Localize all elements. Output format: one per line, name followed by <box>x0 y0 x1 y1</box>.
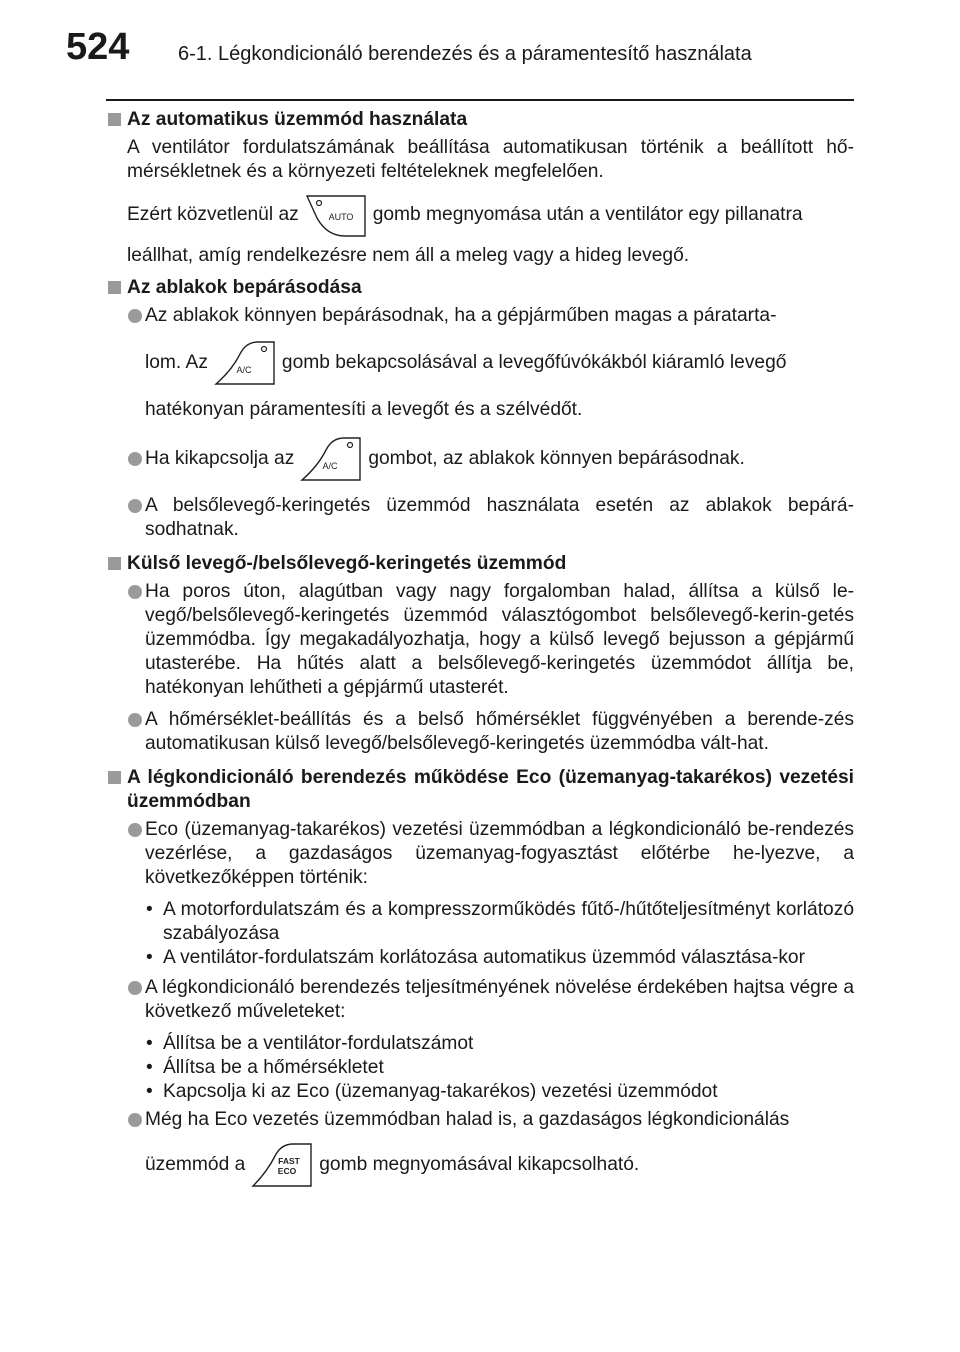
recirculation-bullet-2: A hőmérséklet-beállítás és a belső hőmérséklet függvényében a berende-zés automatikusan külső levegő/belsőlevegő-keringetés üzemmódba vált-hat. <box>106 708 854 756</box>
auto-mode-paragraph: A ventilátor fordulatszámának beállítása automatikusan történik a beállított hő-mérsékletnek és a környezeti feltételeknek megfelelően. <box>127 137 854 182</box>
svg-text:ECO: ECO <box>278 1166 297 1176</box>
auto-mode-paragraph-end: leállhat, amíg rendelkezésre nem áll a meleg vagy a hideg levegő. <box>127 245 690 266</box>
fogging-bullet-1: Az ablakok könnyen bepárásodnak, ha a gépjárműben magas a páratarta- lom. Az A/C gomb bekapcsolásával a levegőfúvókákból kiáramló levegő hatékonyan páramentesíti a levegőt és a szélvédőt. <box>106 304 854 422</box>
list-item: • A ventilátor-fordulatszám korlátozása automatikus üzemmód választása-kor <box>146 947 805 968</box>
bullet-dot-icon <box>128 981 142 995</box>
section-square-icon <box>108 557 121 570</box>
bullet-dot-icon <box>128 309 142 323</box>
fogging-bullet-2: Ha kikapcsolja az A/C gombot, az ablakok könnyen bepárásodnak. <box>106 436 854 482</box>
ac-button-icon <box>214 340 276 386</box>
header-divider <box>106 99 854 101</box>
bullet-dot-icon <box>128 452 142 466</box>
list-item: • A motorfordulatszám és a kompresszorműködés fűtő-/hűtőteljesítményt korlátozó szabályozása <box>146 899 854 944</box>
page-content <box>106 108 854 1188</box>
ac-button-icon <box>300 436 362 482</box>
chapter-title: 6-1. Légkondicionáló berendezés és a páramentesítő használata <box>178 43 752 65</box>
list-item: • Állítsa be a hőmérsékletet <box>146 1057 384 1078</box>
section-square-icon <box>108 771 121 784</box>
fogging-bullet-3: A belsőlevegő-keringetés üzemmód használata esetén az ablakok bepárá-sodhatnak. <box>106 494 854 542</box>
svg-text:A/C: A/C <box>322 461 338 471</box>
eco-bullet-1: Eco (üzemanyag-takarékos) vezetési üzemmódban a légkondicionáló be-rendezés vezérlése, a gazdaságos üzemanyag-fogyasztást előtérbe he-lyezve, a következőképpen történik: <box>106 818 854 890</box>
auto-mode-button-paragraph: Ezért közvetlenül az AUTO gomb megnyomása után a ventilátor egy pillanatra <box>106 192 854 238</box>
section-square-icon <box>108 281 121 294</box>
bullet-dot-icon <box>128 1113 142 1127</box>
section-heading-recirculation: Külső levegő-/belsőlevegő-keringetés üzemmód <box>106 552 854 576</box>
bullet-dot-icon <box>128 713 142 727</box>
eco-bullet-3: Még ha Eco vezetés üzemmódban halad is, a gazdaságos légkondicionálás üzemmód a FAST ECO gomb megnyomásával kikapcsolható. <box>106 1108 854 1188</box>
eco-bullet-2: A légkondicionáló berendezés teljesítményének növelése érdekében hajtsa végre a következő műveleteket: <box>106 976 854 1024</box>
svg-text:AUTO: AUTO <box>328 212 354 222</box>
page-number: 524 <box>66 26 130 68</box>
bullet-dot-icon <box>128 823 142 837</box>
list-item: • Állítsa be a ventilátor-fordulatszámot <box>146 1033 474 1054</box>
svg-text:A/C: A/C <box>236 365 252 375</box>
bullet-dot-icon <box>128 585 142 599</box>
section-heading-window-fogging: Az ablakok bepárásodása <box>106 276 854 300</box>
section-heading-eco-mode: A légkondicionáló berendezés működése Eco (üzemanyag-takarékos) vezetési üzemmódban <box>106 766 854 814</box>
auto-button-icon <box>305 192 367 238</box>
section-square-icon <box>108 113 121 126</box>
list-item: • Kapcsolja ki az Eco (üzemanyag-takarékos) vezetési üzemmódot <box>146 1081 718 1102</box>
bullet-dot-icon <box>128 499 142 513</box>
recirculation-bullet-1: Ha poros úton, alagútban vagy nagy forgalomban halad, állítsa a külső le-vegő/belsőlevegő-keringetés üzemmód választógombot belsőlevegő-kerin-getés üzemmódba. Így megakadályozhatja, hogy a külső levegő bejusson a gépjármű utasterébe. Ha hűtés alatt a belsőlevegő-keringetés üzemmódot állítja be, hatékonyan lehűtheti a gépjármű utasterét. <box>106 580 854 700</box>
section-heading-auto-mode: Az automatikus üzemmód használata <box>106 108 854 132</box>
svg-text:FAST: FAST <box>278 1156 301 1166</box>
fast-eco-button-icon <box>251 1142 313 1188</box>
